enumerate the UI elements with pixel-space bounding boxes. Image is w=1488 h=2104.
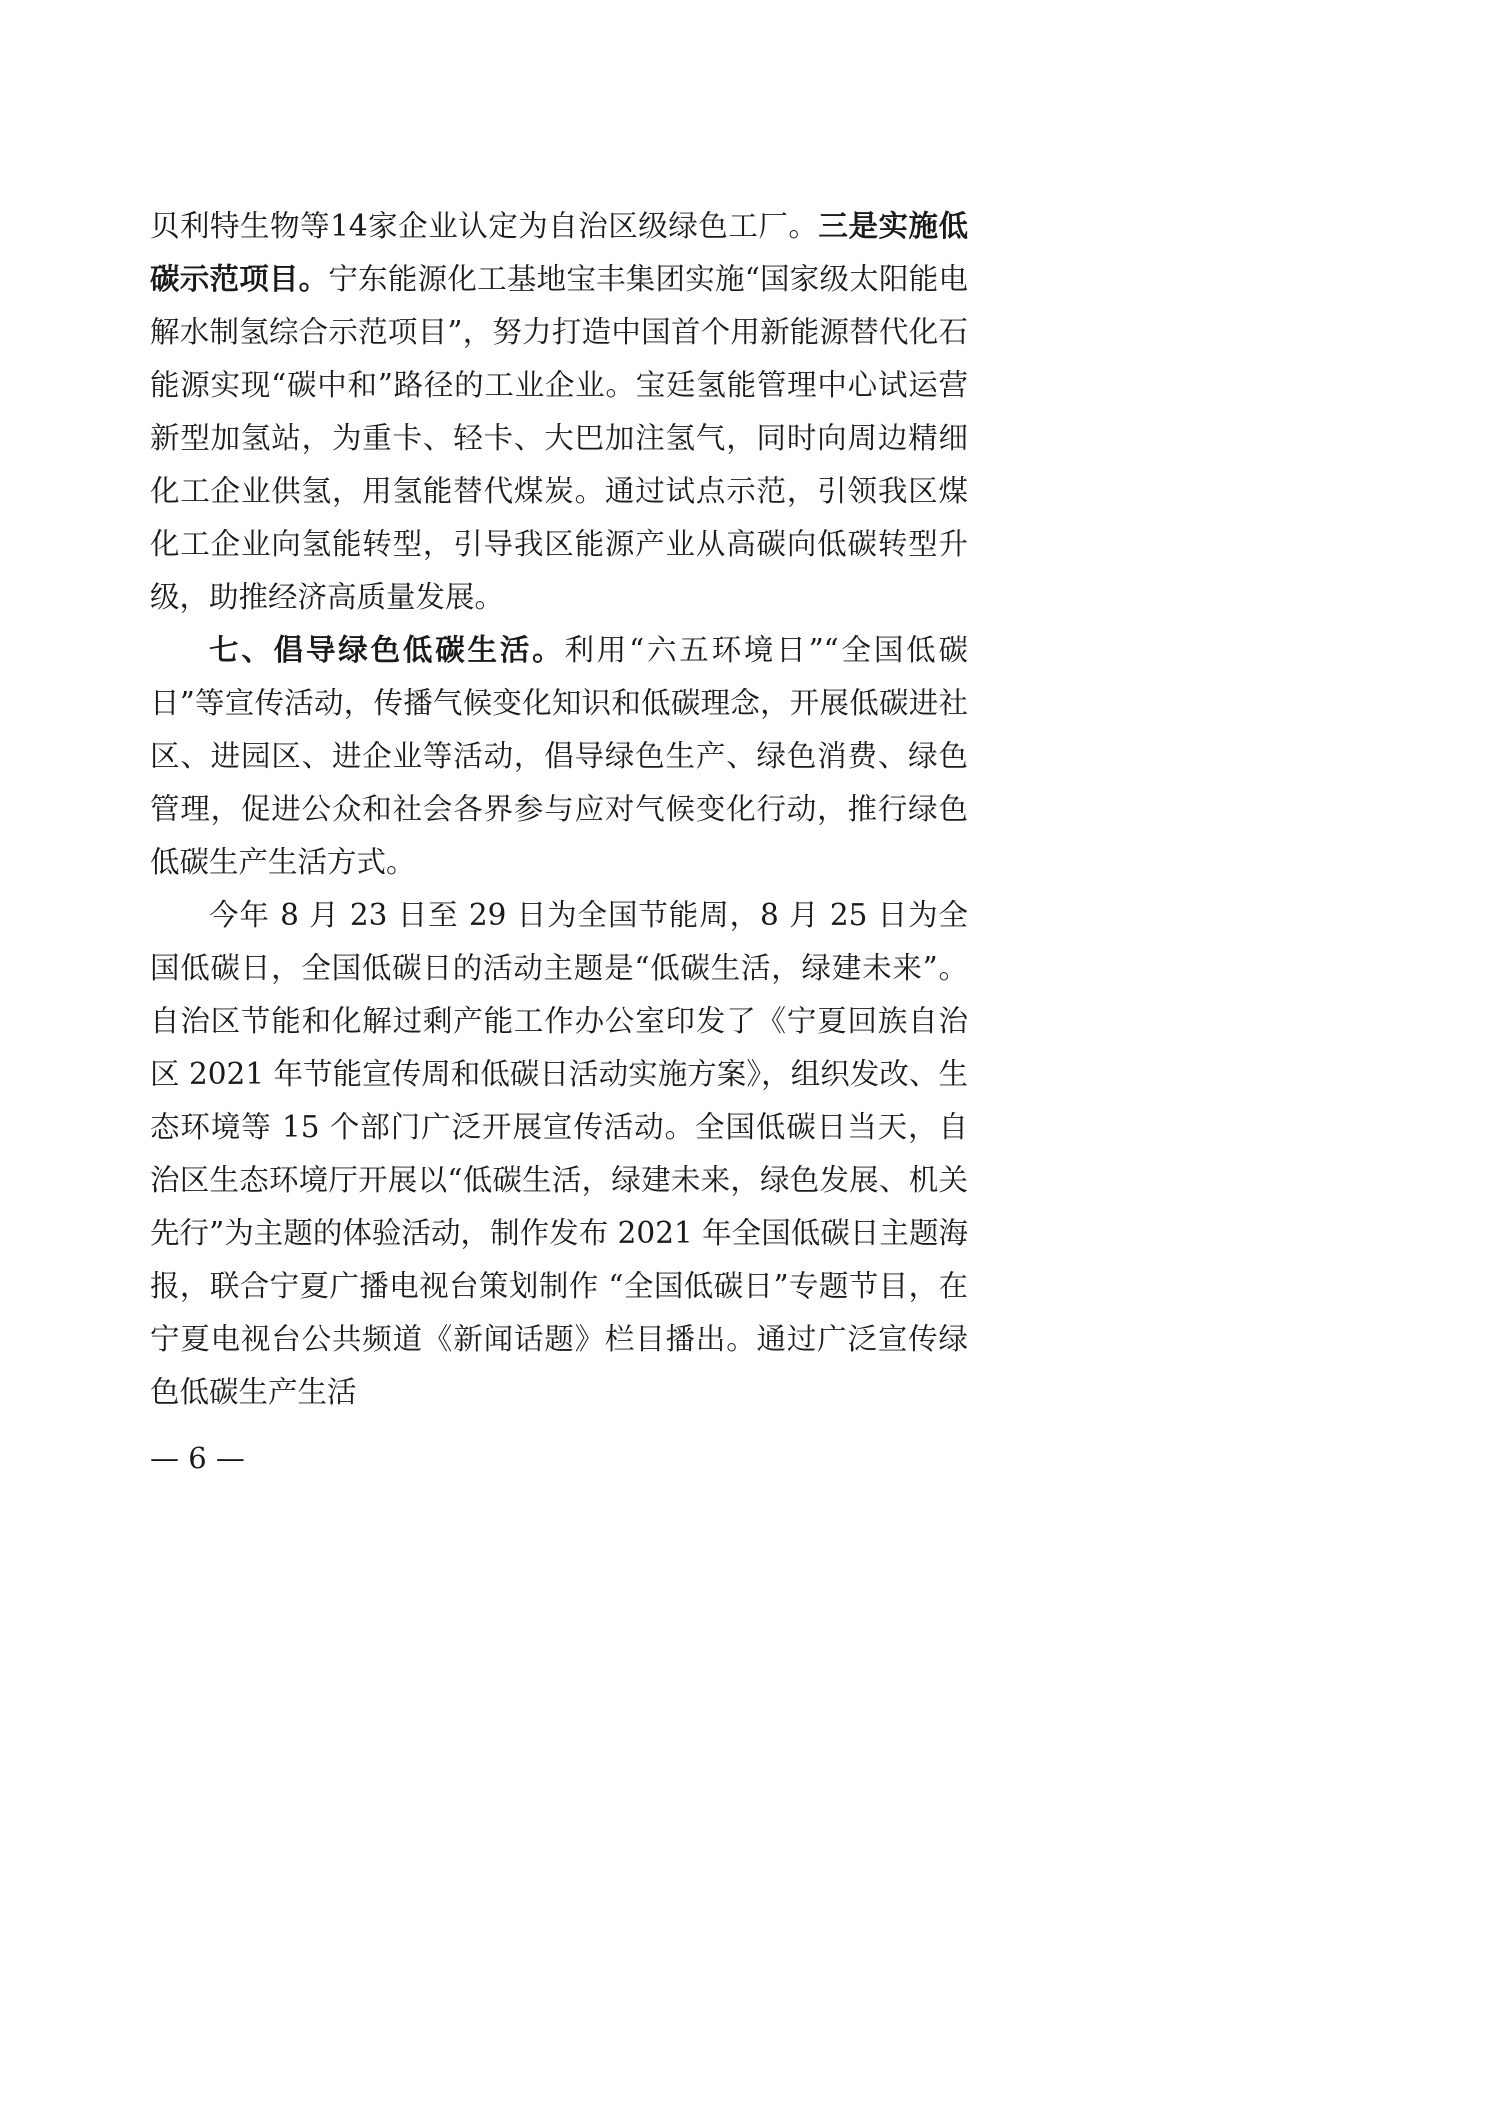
- text-run: 利用“六五环境日”“全国低碳日”等宣传活动，传播气候变化知识和低碳理念，开展低碳进社区、进园区、进企业等活动，倡导绿色生产、绿色消费、绿色管理，促进公众和社会各界参与应对气候变化行动，推行绿色低碳生产生活方式。: [150, 633, 968, 879]
- section-heading: 七、倡导绿色低碳生活。: [209, 633, 565, 667]
- paragraph-continuation: [150, 200, 968, 624]
- text-run: 今年 8 月 23 日至 29 日为全国节能周，8 月 25 日为全国低碳日，全国低碳日的活动主题是“低碳生活，绿建未来”。自治区节能和化解过剩产能工作办公室印发了《宁夏回族自治区 2021 年节能宣传周和低碳日活动实施方案》，组织发改、生态环境等 15 个部门广泛开展宣传活动。全国低碳日当天，自治区生态环境厅开展以“低碳生活，绿建未来，绿色发展、机关先行”为主题的体验活动，制作发布 2021 年全国低碳日主题海报，联合宁夏广播电视台策划制作 “全国低碳日”专题节目，在宁夏电视台公共频道《新闻话题》栏目播出。通过广泛宣传绿色低碳生产生活: [150, 898, 968, 1409]
- text-run: 宁东能源化工基地宝丰集团实施“国家级太阳能电解水制氢综合示范项目”，努力打造中国首个用新能源替代化石能源实现“碳中和”路径的工业企业。宝廷氢能管理中心试运营新型加氢站，为重卡、轻卡、大巴加注氢气，同时向周边精细化工企业供氢，用氢能替代煤炭。通过试点示范，引领我区煤化工企业向氢能转型，引导我区能源产业从高碳向低碳转型升级，助推经济高质量发展。: [150, 262, 968, 614]
- text-run: 贝利特生物等14家企业认定为自治区级绿色工厂。: [150, 209, 819, 243]
- paragraph-section-seven: [150, 624, 968, 889]
- body-text: [150, 200, 968, 1419]
- paragraph-energy-week: [150, 889, 968, 1419]
- page-number: — 6 —: [150, 1441, 245, 1475]
- bold-heading-run: 三是实施低碳示范项目。: [150, 209, 968, 296]
